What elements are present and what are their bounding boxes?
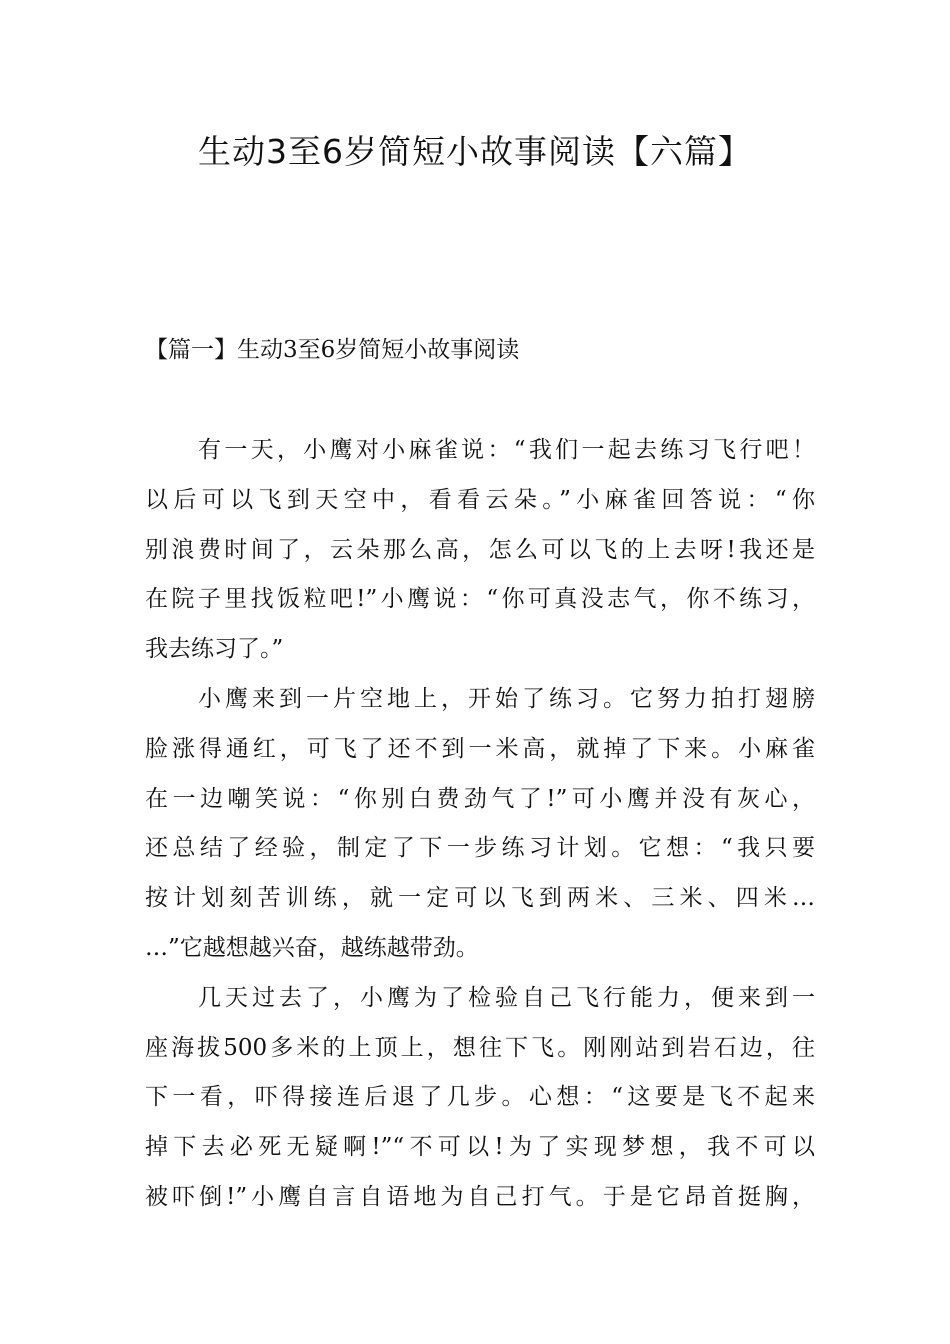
text-line: 我去练习了。” bbox=[145, 636, 284, 663]
text-line: 别浪费时间了，云朵那么高，怎么可以飞的上去呀!我还是 bbox=[145, 536, 815, 563]
text-line: 下一看，吓得接连后退了几步。心想：“这要是飞不起来 bbox=[145, 1084, 815, 1111]
text-line: 掉下去必死无疑啊!”“不可以!为了实现梦想，我不可以 bbox=[145, 1134, 815, 1161]
text-line: 脸涨得通红，可飞了还不到一米高，就掉了下来。小麻雀 bbox=[145, 735, 815, 762]
section-heading: 【篇一】生动3至6岁简短小故事阅读 bbox=[145, 337, 520, 363]
text-line: 座海拔500多米的上顶上，想往下飞。刚刚站到岩石边，往 bbox=[145, 1034, 815, 1061]
text-line: 以后可以飞到天空中，看看云朵。”小麻雀回答说：“你 bbox=[145, 486, 815, 513]
text-line: 有一天，小鹰对小麻雀说：“我们一起去练习飞行吧！ bbox=[198, 437, 815, 463]
text-line: 小鹰来到一片空地上，开始了练习。它努力拍打翅膀 bbox=[198, 685, 815, 712]
text-line: 还总结了经验，制定了下一步练习计划。它想：“我只要 bbox=[145, 835, 815, 862]
text-line: 在院子里找饭粒吧!”小鹰说：“你可真没志气，你不练习， bbox=[145, 586, 815, 613]
document-title: 生动3至6岁简短小故事阅读【六篇】 bbox=[198, 132, 752, 171]
text-line: 在一边嘲笑说：“你别白费劲气了!”可小鹰并没有灰心， bbox=[145, 785, 815, 812]
text-line: …”它越想越兴奋，越练越带劲。 bbox=[145, 934, 479, 961]
document-body bbox=[145, 426, 815, 1223]
text-line: 被吓倒!”小鹰自言自语地为自己打气。于是它昂首挺胸， bbox=[145, 1183, 815, 1210]
paragraph-1 bbox=[145, 426, 815, 675]
text-line: 按计划刻苦训练，就一定可以飞到两米、三米、四米… bbox=[145, 885, 815, 912]
text-line: 几天过去了，小鹰为了检验自己飞行能力，便来到一 bbox=[198, 984, 815, 1011]
paragraph-2 bbox=[145, 675, 815, 974]
paragraph-3 bbox=[145, 974, 815, 1223]
